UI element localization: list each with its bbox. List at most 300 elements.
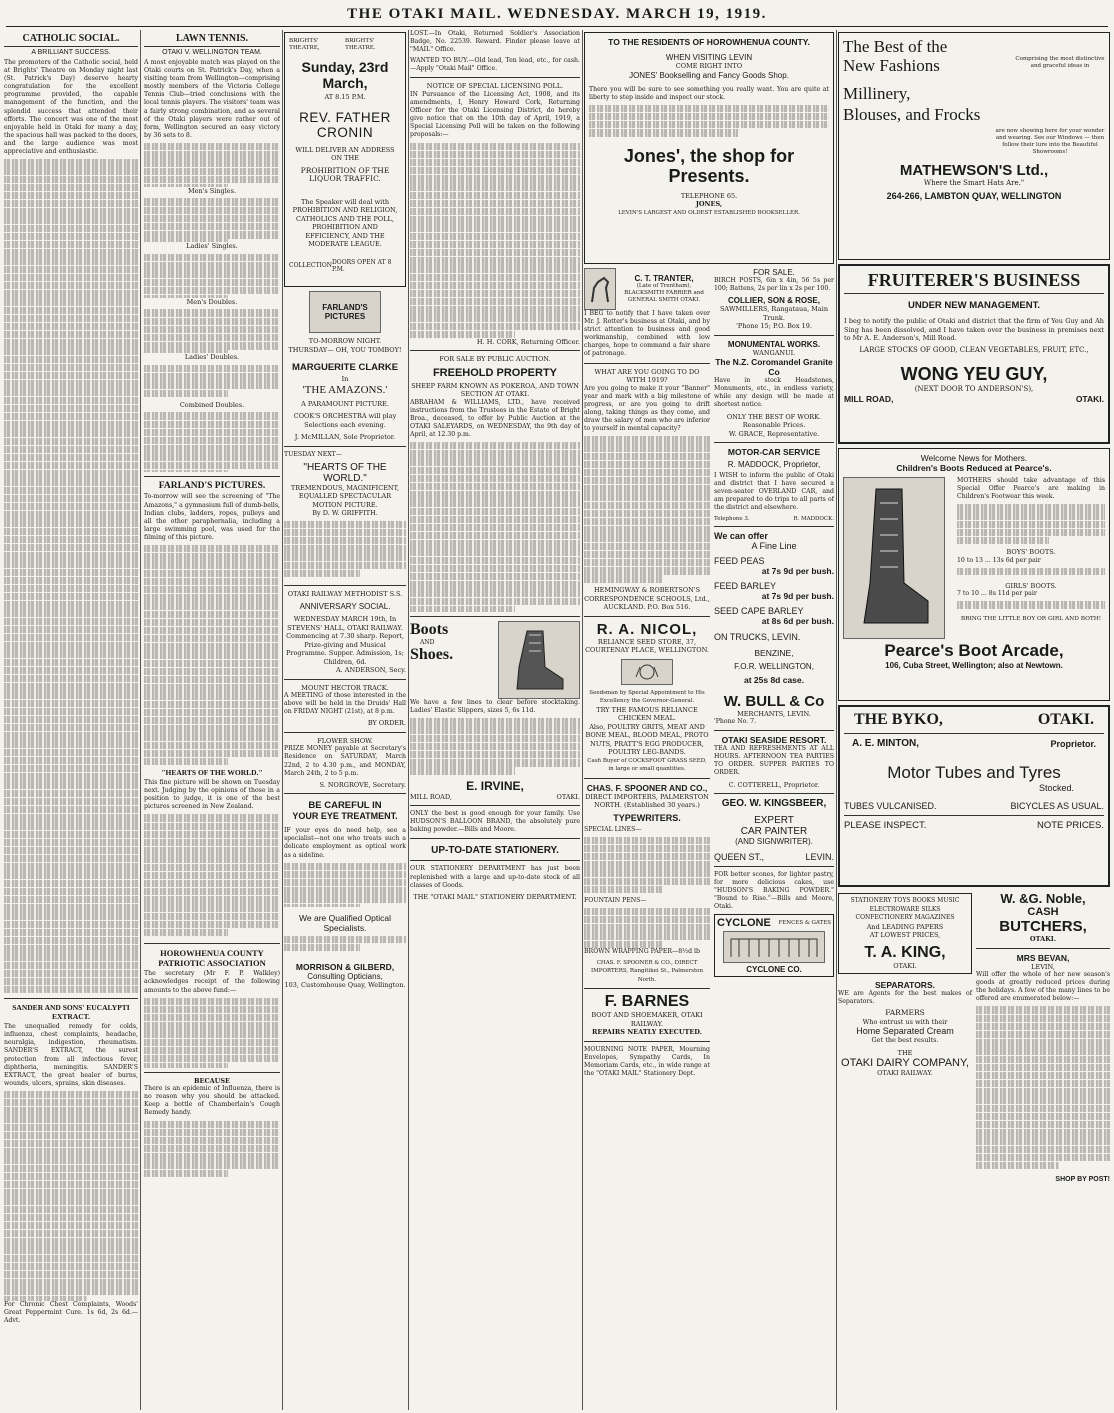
divider [410,838,580,839]
girls-boots-prices: 7 to 10 ... 8s 11d per pair [957,590,1037,598]
collier-phone: 'Phone 15; P.O. Box 19. [736,322,812,331]
wong-otaki: OTAKI. [1075,393,1104,404]
bull-phone: 'Phone No. 7. [714,718,757,726]
otaki-label: OTAKI. [556,793,580,802]
divider [144,943,280,944]
feed-peas: FEED PEAS [714,555,765,566]
tuesday-label: TUESDAY NEXT— [284,450,342,458]
blouses-label: Blouses, and Frocks [843,105,981,124]
blacksmith-illustration [584,268,616,310]
best-results: Get the best results. [871,1036,939,1045]
cyclone-label: CYCLONE [717,917,771,930]
boots-label: Boots [410,621,449,638]
spooner-name: CHAS. F. SPOONER AND CO., [586,782,708,793]
grace-signature: W. GRACE, Representative. [728,429,820,438]
pearce-arcade: Pearce's Boot Arcade, [884,641,1064,660]
jones-shop-name: JONES' Bookselling and Fancy Goods Shop. [629,70,789,80]
results-text-block [144,254,280,298]
come-label: COME RIGHT INTO [675,62,743,70]
mill-road: MILL ROAD, [844,393,894,404]
in-label: In [341,375,349,383]
fences-gates: FENCES & GATES [778,920,831,927]
for-wellington: F.O.R. WELLINGTON, [734,661,814,671]
noble-otaki: OTAKI. [1029,935,1057,943]
spooner-signature: CHAS. F. SPOONER & CO., DIRECT IMPORTERS, Rangitikei St., Palmerston North. [590,959,704,983]
results-text-block [144,365,280,401]
best-work-line: ONLY THE BEST OF WORK. Reasonable Prices. [726,412,822,430]
boot-illustration [843,477,945,639]
lawn-tennis-heading: LAWN TENNIS. [144,33,280,47]
article-text-block [4,159,138,994]
birch-posts: BIRCH POSTS, 6in x 4in, 56 5s per 100; Battens, 2s per lin x 2s per 100. [714,277,834,293]
divider [584,988,710,989]
fine-line-label: A Fine Line [751,540,797,551]
benzine-label: BENZINE, [754,647,794,658]
column-4 [410,30,580,1410]
left-subcolumn [838,891,972,1183]
farmers-label: FARMERS [885,1008,925,1018]
bevan-text: Will offer the whole of her new season's goods at greatly reduced prices during the holidays. A few of the many lines to be offered are enumerated below:— [976,971,1110,1003]
catholic-social-subheading: A BRILLIANT SUCCESS. [31,49,111,56]
cocksfoot-line: Cash Buyer of COCKSFOOT GRASS SEED, in large or small quantities. [587,757,707,773]
maddock-signature: R. MADDOCK. [793,515,834,522]
farlands-pictures-text: To-morrow will see the screening of "The Amazons," a gymnasium full of dumb-bells, Indian clubs, ladders, ropes, pulleys and all the other paraphernalia, including a large swimming pool, was used for the filming of this picture. [144,493,280,541]
visiting-levin: WHEN VISITING LEVIN [665,53,753,62]
divider [284,679,406,680]
tranter-name: C. T. TRANTER, [634,274,694,283]
sanders-text: The unequalled remedy for colds, influenza, chest complaints, headache, neuralgia, indigestion, rheumatism. SANDER'S EXTRACT, the surest protection from all infectious fever, diphtheria, meningitis. SANDER'S EXTRACT, the great healer of burns, wounds, ulcers, sprains, skin diseases. [4,1023,138,1087]
doors-label: DOORS OPEN AT 8 P.M. [332,258,392,273]
speaker-topics: The Speaker will deal with PROHIBITION AND RELIGION, CATHOLICS AND THE POLL, PROHIBITION AND EFFICIENCY, AND THE MODERATE LEAGUE. [292,197,398,248]
noble-name: W. &G. Noble, [1000,891,1086,906]
divider [584,363,710,364]
separators-heading: SEPARATORS. [875,980,935,990]
article-text-block [284,936,406,956]
article-text-block [957,504,1105,544]
pearce-text: MOTHERS should take advantage of this Special Offer Pearce's are making in Children's Footwear this week. [957,477,1105,501]
offer-label: We can offer [714,530,768,541]
collection-label: COLLECTION [289,262,332,269]
next-door: (NEXT DOOR TO ANDERSON'S), [914,385,1034,393]
column-divider [582,30,583,1410]
results-text-block [144,412,280,472]
column-5 [584,30,834,1410]
qualified-heading: We are Qualified Optical Specialists. [299,912,391,933]
article-text-block [410,718,580,776]
griffith-label: By D. W. GRIFFITH. [312,509,378,518]
careful-heading-1: BE CAREFUL IN [308,800,382,812]
byko-name: THE BYKO, [854,711,943,728]
price-list-block [957,568,1105,578]
hearts-of-world-heading: "HEARTS OF THE WORLD." [161,768,263,777]
pearce-advert [838,448,1110,701]
divider [410,616,580,617]
cyclone-advert [714,914,834,977]
article-text-block [584,436,710,586]
column-divider [836,30,837,1410]
nicol-subheading: RELIANCE SEED STORE, 37, COURTENAY PLACE, WELLINGTON. [585,637,709,655]
chest-cure-advert: For Chronic Chest Complaints, Woods' Great Peppermint Cure. 1s 6d, 2s 6d.—Advt. [4,1300,138,1325]
car-painter-label: CAR PAINTER [740,826,808,837]
divider [714,442,834,443]
film-star: MARGUERITE CLARKE [291,362,399,373]
jones-slogan: Jones', the shop for Presents. [623,145,795,186]
dairy-name: OTAKI DAIRY COMPANY, [841,1057,969,1070]
divider [284,732,406,733]
divider [714,866,834,867]
residents-heading: TO THE RESIDENTS OF HOROWHENUA COUNTY. [608,37,810,47]
because-text: There is an epidemic of Influenza, there is no reason why you should be attacked. Keep a bottle of Chamberlain's Cough Remedy handy. [144,1085,280,1117]
event-time: AT 8.15 P.M. [324,93,366,101]
and-label: AND [420,639,435,646]
bull-name: W. BULL & Co [723,692,825,710]
king-leading: And LEADING PAPERS [866,922,944,931]
combined-doubles-heading: Combined Doubles. [179,400,245,409]
divider [410,805,580,806]
theatre-left-label: BRIGHTS' THEATRE, [289,37,320,51]
poultry-list: Also, POULTRY GRITS, MEAT AND BONE MEAL, BLOOD MEAL, PROTO NUTS, PRATT'S EGG PRODUCER, POULTRY LEG-BANDS. [585,722,709,757]
barnes-sub: BOOT AND SHOEMAKER, OTAKI RAILWAY. [591,1011,703,1028]
divider [284,585,406,586]
paramount-label: A PARAMOUNT PICTURE. [301,399,389,408]
bevan-name: MRS BEVAN, [1016,952,1070,963]
gate-illustration [723,931,825,963]
article-text-block [410,143,580,338]
barnes-name: F. BARNES [604,993,690,1011]
gate-icon [729,935,819,959]
horse-icon [588,274,612,304]
careful-heading-2: YOUR EYE TREATMENT. [292,811,398,822]
smart-hats: Where the Smart Hats Are." [923,179,1025,187]
methodist-heading: OTAKI RAILWAY METHODIST S.S. [287,589,403,598]
divider [284,793,406,794]
divider [410,350,580,351]
divider [410,77,580,78]
kingsbeer-name: GEO. W. KINGSBEER, [721,798,827,809]
jones-levin-line: LEVIN'S LARGEST AND OLDEST ESTABLISHED BOOKSELLER. [618,209,800,216]
note-prices: NOTE PRICES. [1036,820,1104,831]
home-cream: Home Separated Cream [856,1026,954,1037]
monumental-heading: MONUMENTAL WORKS. [727,339,821,349]
what-heading: WHAT ARE YOU GOING TO DO WITH 1919? [594,367,700,385]
cuba-street: 106, Cuba Street, Wellington; also at Newtown. [885,661,1063,670]
tranter-advert [584,268,710,310]
licensing-poll-text: IN Pursuance of the Licensing Act, 1908, and its amendments, I, Henry Howard Cork, Returning Officer for the Otaki Licensing District, do hereby give notice that on the 10th day of April, 1919, a Special Licensing Poll will be taken on the following proposals:— [410,90,580,139]
patriotic-association-heading: HOROWHENUA COUNTY PATRIOTIC ASSOCIATION [158,948,266,969]
hudson-advert: ONLY the best is good enough for your family. Use HUDSON'S BALLOON BRAND, the absolutely pure baking powder.—Bills and Moore. [410,810,580,834]
optician-address: 103, Customhouse Quay, Wellington. [284,980,406,989]
hector-heading: MOUNT HECTOR TRACK. [301,683,389,692]
freehold-text: ABRAHAM & WILLIAMS, LTD., have received instructions from the Trustees in the Estate of Bright Broa., deceased, to offer by Public Auction at the OTAKI SALEYARDS, on WEDNESDAY, the 9th day of April, at 12.30 p.m. [410,398,580,438]
butchers-label: BUTCHERS, [999,918,1087,935]
feed-barley: FEED BARLEY [714,580,777,591]
lambton-quay: 264-266, LAMBTON QUAY, WELLINGTON [886,190,1062,201]
please-inspect: PLEASE INSPECT. [844,820,927,831]
levin-label: LEVIN. [805,852,834,862]
lawn-tennis-subheading: OTAKI V. WELLINGTON TEAM. [162,49,262,56]
right-subcolumn [714,268,834,1081]
bull-sub: MERCHANTS, LEVIN. [737,709,811,718]
freehold-subheading: SHEEP FARM KNOWN AS POKEROA, AND TOWN SECTION AT OTAKI. [411,381,579,399]
girls-boots-heading: GIRLS' BOOTS. [1005,581,1057,590]
motor-tubes-heading: Motor Tubes and Tyres [887,763,1061,782]
brown-paper: BROWN WRAPPING PAPER—8½d lb [584,947,700,955]
stocked-label: Stocked. [1038,783,1074,793]
ladies-doubles-heading: Ladies' Doubles. [184,353,240,362]
maddock-name: R. MADDOCK, Proprietor, [727,460,821,470]
column-1 [4,30,138,1410]
fruiterer-heading: FRUITERER'S BUSINESS [844,270,1104,294]
the-label: THE [897,1048,913,1057]
king-advert [838,893,972,974]
divider [284,446,406,447]
cyclone-co: CYCLONE CO. [746,965,802,975]
speaker-name: REV. FATHER CRONIN [299,109,391,140]
tomorrow-label: TO-MORROW NIGHT. [308,337,382,345]
crest-icon [632,663,662,681]
accounts-text-block [144,998,280,1068]
prize-money-text: PRIZE MONEY payable at Secretary's Residence on SATURDAY, March 22nd, 2 to 4.30 p.m., and MONDAY, March 24th, 2 to 5 p.m. [284,745,406,777]
divider [714,526,834,527]
tubes-vulcanised: TUBES VULCANISED. [844,801,937,811]
divider [410,860,580,861]
divider [4,998,138,999]
hearts-film-title: "HEARTS OF THE WORLD." [303,461,387,484]
orchestra-label: COOK'S ORCHESTRA will play Selections each evening. [293,412,397,429]
column-2 [144,30,280,1410]
for-sale-heading: FOR SALE. [753,268,795,277]
byko-otaki: OTAKI. [1037,711,1094,728]
royal-crest [621,659,673,685]
eye-treatment-text: IF your eyes do need help, see a specialist—not one who treats such a delicate employment as optical work as a sideline. [284,827,406,859]
tranter-sub: (Late of Trentham), BLACKSMITH FARRIER and GENERAL SMITH OTAKI. [624,283,704,303]
boys-boots-heading: BOYS' BOOTS. [1006,548,1056,557]
stocks-line: LARGE STOCKS OF GOOD, CLEAN VEGETABLES, FRUIT, ETC., [859,345,1089,354]
divider [584,1041,710,1042]
jones-telephone: TELEPHONE 65. [680,191,738,200]
separators-text: WE are Agents for the best makes of Separators. [838,990,972,1006]
divider [584,778,710,779]
spooner-sub: DIRECT IMPORTERS, PALMERSTON NORTH. (Established 30 years.) [585,792,709,810]
divider [584,616,710,617]
price-list-block [584,908,710,948]
methodist-text: WEDNESDAY MARCH 19th, In STEVENS' HALL, OTAKI RAILWAY. Commencing at 7.30 sharp. Report, Prize-giving and Musical Programme. Supper. Admission, 1s; Children, 6d. [286,615,404,666]
nicol-name: R. A. NICOL, [596,620,698,638]
collier-name: COLLIER, SON & ROSE, [727,296,820,306]
article-text-block [144,1121,280,1181]
bicycles-usual: BICYCLES AS USUAL. [1010,801,1104,811]
anniversary-heading: ANNIVERSARY SOCIAL. [299,602,391,612]
seedsman-line: Seedsman by Special Appointment to His Excellency the Governor-General. [589,689,705,705]
flower-show-heading: FLOWER SHOW. [317,736,373,745]
masthead: THE OTAKI MAIL. WEDNESDAY. MARCH 19, 1919. [347,6,767,22]
fruiterer-text: I beg to notify the public of Otaki and district that the firm of Yeu Guy and Ah Sing has been dissolved, and I have taken over the business in premises next to Mr A. E. Anderson's, Mill Road. [844,317,1104,342]
farlands-pictures-logo: FARLAND'S PICTURES [309,291,381,333]
article-text-block [4,1091,138,1301]
catholic-social-text: The promoters of the Catholic social, held at Brights' Theatre on Monday night last (St. Patrick's Day) deserve hearty congratulation for the excellent programme provided, the capable management of the function, and the splendid success that attended their efforts. The concert was one of the most enjoyable held in Otaki for many a day, the spacious hall was packed to the doors, and the large audience was most appreciative and enthusiastic. [4,59,138,156]
cork-signature: H. H. CORK, Returning Officer. [476,337,580,346]
price-list-block [957,601,1105,611]
coromandel-name: The N.Z. Coromandel Granite Co [715,357,833,378]
king-items: STATIONERY TOYS BOOKS MUSIC ELECTROWARE SILKS CONFECTIONERY MAGAZINES [850,897,960,921]
hearts-description: TREMENDOUS, MAGNIFICENT, EQUALLED SPECTACULAR MOTION PICTURE. [290,483,400,509]
article-text-block [144,545,280,765]
uptodate-heading: UP-TO-DATE STATIONERY. [431,845,559,857]
divider [714,730,834,731]
jones-text: There you will be sure to see something you really want. You are quite at liberty to step inside and inspect our stock. [589,85,829,101]
article-text-block [284,521,406,581]
seaside-text: TEA AND REFRESHMENTS AT ALL HOURS. AFTERNOON TEA PARTIES TO ORDER. SUPPER PARTIES TO ORDER. [714,745,834,777]
boot-illustration [498,621,580,699]
barnes-repairs: REPAIRS NEATLY EXECUTED. [592,1028,702,1037]
byko-advert [838,705,1110,887]
price-list-block [584,837,710,897]
wanted-notice: WANTED TO BUY.—Old lead, Ten lead, etc., for cash.—Apply "Otaki Mail" Office. [410,57,580,73]
ladies-singles-heading: Ladies' Singles. [186,242,238,251]
tranter-text: I BEG to notify that I have taken over Mr. J. Rotter's business at Otaki, and by strict attention to business and good workmanship, combined with low charges, hope to command a fair share of patronage. [584,310,710,358]
article-text-block [144,814,280,939]
farlands-pictures-heading: FARLAND'S PICTURES. [158,481,266,492]
queen-street: QUEEN ST., [714,852,765,862]
column-3 [284,30,406,1410]
address-line-1: WILL DELIVER AN ADDRESS ON THE [295,145,395,162]
thursday-label: THURSDAY— OH, YOU TOMBOY! [288,345,402,354]
stationery-text: OUR STATIONERY DEPARTMENT has just been replenished with a large and up-to-date stock of all classes of Goods. [410,865,580,889]
fruiterer-advert [838,264,1110,444]
mathewson-advert [838,32,1110,260]
childs-boot-icon [854,483,934,633]
benzine-price: at 25s 8d case. [743,674,804,685]
mens-singles-heading: Men's Singles. [187,186,237,195]
lost-notice: LOST.—In Otaki, Returned Soldier's Association Badge, No. 22539. Reward. Finder please leave at "MAIL" Office. [410,30,580,54]
bevan-levin: LEVIN, [1031,962,1055,971]
minton-name: A. E. MINTON, [852,738,920,749]
masthead-rule [6,26,1108,27]
mothers-heading: Welcome News for Mothers. [920,453,1028,463]
event-date: Sunday, 23rd March, [301,59,389,91]
mill-road-label: MILL ROAD, [410,793,452,802]
bring-line: BRING THE LITTLE BOY OR GIRL AND BOTH! [960,616,1102,623]
father-cronin-advert [284,32,406,287]
sanders-heading: SANDER AND SONS' EUCALYPTI EXTRACT. [12,1003,130,1022]
cash-label: CASH [1027,906,1059,918]
king-name: T. A. KING, [864,943,946,961]
film-title: 'THE AMAZONS.' [302,383,388,396]
king-otaki: OTAKI. [893,961,917,970]
mens-doubles-heading: Men's Doubles. [186,297,238,306]
seaside-heading: OTAKI SEASIDE RESORT. [721,735,827,746]
expert-label: EXPERT [754,815,794,826]
norgrove-signature: S. NORGROVE, Secretary. [319,780,406,789]
seed-cape-barley: SEED CAPE BARLEY [714,605,804,616]
catholic-social-heading: CATHOLIC SOCIAL. [4,33,138,47]
childrens-heading: Children's Boots Reduced at Pearce's. [896,463,1052,473]
better-scones-advert: FOR better scones, for lighter pastry, for more delicious cakes, use "HUDSON'S BAKING POWDER." "Bound to Rise."—Bills and Moore, Otaki. [714,871,834,911]
jones-signature: JONES, [695,200,723,209]
mail-stationery-dept: THE "OTAKI MAIL" STATIONERY DEPARTMENT. [413,892,577,901]
article-text-block [284,863,406,907]
auction-heading: FOR SALE BY PUBLIC AUCTION. [439,355,551,364]
wanganui-label: WANGANUI. [752,348,796,357]
divider [144,1072,280,1073]
column-divider [408,30,409,1410]
hector-by-order: BY ORDER. [367,719,406,728]
millinery-label: Millinery, [843,84,911,103]
article-text-block [144,143,280,187]
mathewson-name: MATHEWSON'S Ltd., [899,162,1049,179]
because-heading: BECAUSE [194,1076,230,1085]
article-text-block [589,105,829,140]
hemingway-advert: HEMINGWAY & ROBERTSON'S CORRESPONDENCE SCHOOLS, Ltd., AUCKLAND. P.O. Box 516. [584,586,710,612]
licensing-poll-heading: NOTICE OF SPECIAL LICENSING POLL. [426,82,564,91]
boot-icon [509,627,569,693]
signwriter-label: (AND SIGNWRITER). [735,837,813,846]
address-line-2: PROHIBITION OF THE LIQUOR TRAFFIC. [300,165,390,183]
article-text-block [410,442,580,612]
entrust-label: Who entrust us with their [862,1017,948,1026]
freehold-heading: FREEHOLD PROPERTY [432,366,558,379]
divider [976,948,1110,949]
results-text-block [144,198,280,242]
showing-note: are now showing here for your wonder and wearing. See our Windows — then follow their lure into the Beautiful Showrooms! [995,128,1105,155]
mourning-notice: MOURNING NOTE PAPER, Mourning Envelopes, Sympathy Cards, In Memoriam Cards, etc., in wide range at the "OTAKI MAIL" Stationery Dept. [584,1045,710,1078]
morrison-gilberd: MORRISON & GILBERD, [295,961,395,972]
feed-barley-price: at 7s 9d per bush. [761,590,834,601]
sawmillers-line: SAWMILLERS, Rangataua, Main Trunk. [719,305,829,322]
theatre-right-label: BRIGHTS' THEATRE. [345,37,376,51]
boys-boots-prices: 10 to 13 ... 13s 6d per pair [957,556,1041,564]
trucks-levin: ON TRUCKS, LEVIN. [714,631,801,642]
maddock-text: I WISH to inform the public of Otaki and district that I have secured a seven-seater OVERLAND CAR, and am prepared to do trips to all parts of the district and elsewhere. [714,472,834,512]
fashion-note: Comprising the most distinctive and graceful ideas in [1015,56,1105,69]
boots-text: We have a few lines to clear before stocktaking. Ladies' Elastic Slippers, sizes 5, 6s 11d. [410,699,580,715]
what-text: Are you going to make it your "Banner" year and mark with a big milestone of progress, or are you going to drift along, taking things as they come, and draw the salary of men who are inferior to yourself in mental capacity? [584,384,710,433]
fashion-line-2: New Fashions [843,56,940,75]
maddock-telephone: Telephone 3. [714,515,750,522]
methodist-secretary: A. ANDERSON, Secy. [335,666,406,675]
special-lines: SPECIAL LINES— [584,825,642,833]
column-divider [282,30,283,1410]
reliance-line: TRY THE FAMOUS RELIANCE CHICKEN MEAL. [596,705,698,723]
results-text-block [144,309,280,353]
wong-yeu-guy: WONG YEU GUY, [900,364,1048,384]
king-lowest: AT LOWEST PRICES, [869,931,941,939]
proprietor-label: J. McMILLAN, Sole Proprietor. [294,433,396,441]
fashion-line-1: The Best of the [843,37,948,56]
shoes-label: Shoes. [410,646,454,663]
price-list-block [976,1006,1110,1176]
jones-advert [584,32,834,264]
new-management: UNDER NEW MANAGEMENT. [908,300,1040,311]
motor-car-heading: MOTOR-CAR SERVICE [727,447,821,458]
feed-peas-price: at 7s 9d per bush. [761,565,834,576]
seed-cape-barley-price: at 8s 6d per bush. [761,615,834,626]
fountain-pens: FOUNTAIN PENS— [584,896,647,904]
irvine-name: E. IRVINE, [466,779,524,794]
consulting-opticians: Consulting Opticians, [307,971,383,981]
divider [144,476,280,477]
irvine-boots-advert [410,621,580,699]
typewriters-heading: TYPEWRITERS. [613,812,681,823]
divider [714,335,834,336]
cotterell-signature: C. COTTERELL, Proprietor. [728,780,820,789]
left-subcolumn [584,268,710,1081]
coromandel-text: Have in stock Headstones, Monuments, etc., in endless variety, while any design will be made at shortest notice. [714,377,834,409]
patriotic-association-text: The secretary (Mr F. P. Walkley) acknowledges receipt of the following amounts to the above fund:— [144,970,280,994]
divider [844,733,1104,734]
divider [714,793,834,794]
hector-text: A MEETING of those interested in the above will be held in the Druids' Hall on FRIDAY NIGHT (21st), at 8 p.m. [284,692,406,716]
